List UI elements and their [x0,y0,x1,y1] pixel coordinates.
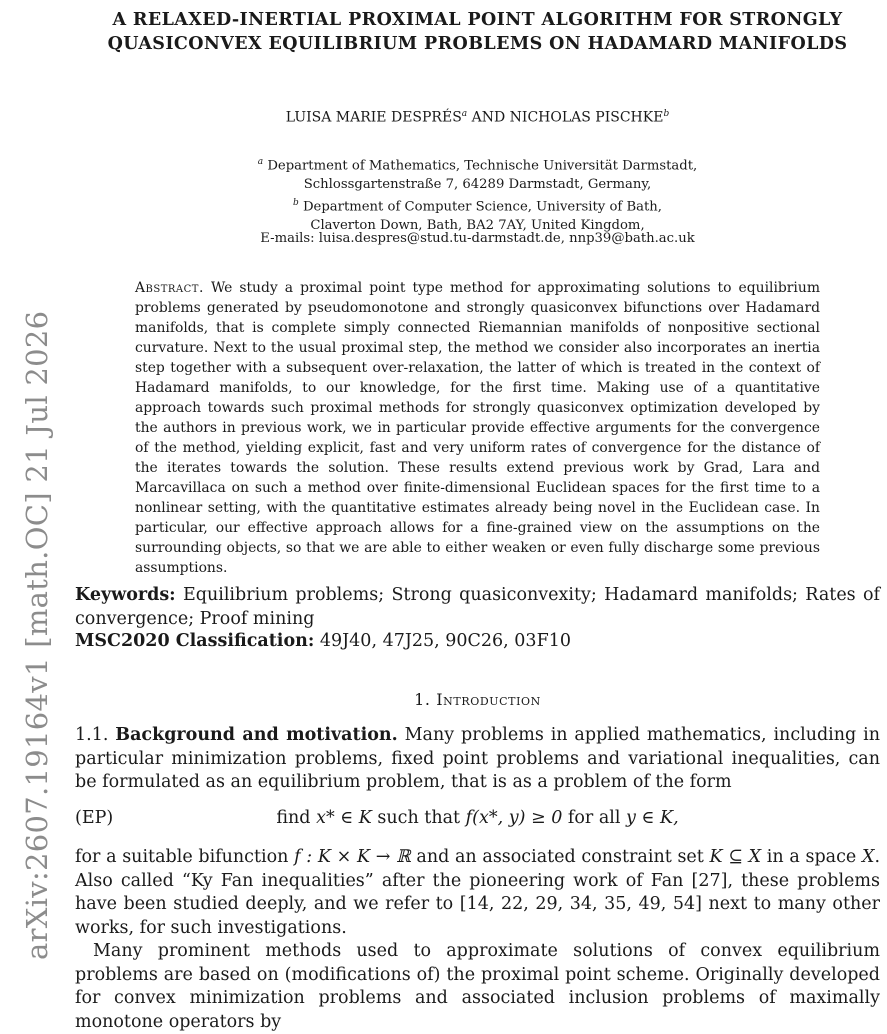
subsection-text: Many problems in applied mathematics, including in particular minimization problems, fixed point problems and variational inequalities, can be formulated as an equilibrium problem, that is as a problem of the form [75,725,880,792]
eq-range: y ∈ K, [626,808,679,828]
eq-such: such that [371,808,466,828]
keywords [75,584,880,631]
author-line [75,109,880,126]
eq-cond: f(x*, y) ≥ 0 [465,808,563,828]
author-emails: E-mails: luisa.despres@stud.tu-darmstadt.de, nnp39@bath.ac.uk [260,231,695,246]
equation-label: (EP) [75,808,114,828]
subsection-title: Background and motivation. [115,725,398,745]
paragraph-3: Many prominent methods used to approximate solutions of convex equilibrium problems are based on (modifications of) the proximal point scheme. Originally developed for convex minimization problems and associated inclusion problems of maximally monotone operators by [75,941,880,1032]
eq-forall: for all [562,808,627,828]
abstract [135,278,820,578]
abstract-text: We study a proximal point type method for approximating solutions to equilibrium problems generated by pseudomonotone and strongly quasiconvex bifunctions over Hadamard manifolds, that is complete simply connected Riemannian manifolds of nonpositive sectional curvature. Next to the usual proximal step, the method we consider also incorporates an inertia step together with a subsequent over-relaxation, the latter of which is treated in the context of Hadamard manifolds, to our knowledge, for the first time. Making use of a quantitative approach towards such proximal methods for strongly quasiconvex optimization developed by the authors in previous work, we in particular provide effective arguments for the convergence of the method, yielding explicit, fast and very uniform rates of convergence for the distance of the iterates towards the solution. These results extend previous work by Grad, Lara and Marcavillaca on such a method over finite-dimensional Euclidean spaces for the first time to a nonlinear setting, with the quantitative estimates already being novel in the Euclidean case. In particular, our effective approach allows for a fine-grained view on the assumptions on the surrounding objects, so that we are able to either weaken or even fully discharge some previous assumptions. [135,280,820,576]
affiliation-a-line2: Schlossgartenstraße 7, 64289 Darmstadt, Germany, [303,176,652,192]
p2-a: for a suitable bifunction [75,847,295,867]
p2-math-constraint: K ⊆ X [709,847,762,867]
author-despres-affil-mark: a [461,109,468,119]
equation-body [75,808,880,828]
abstract-label: Abstract. [135,280,204,296]
paragraph-2 [75,846,880,940]
affiliation-b-line2: Claverton Down, Bath, BA2 7AY, United Kingdom, [310,218,645,234]
affiliation-a-mark: a [257,157,264,167]
author-despres: LUISA MARIE DESPRÉS [285,109,462,126]
p2-math-bifunction: f : K × K → ℝ [294,847,411,867]
equation-ep [75,808,880,834]
keywords-text: Equilibrium problems; Strong quasiconvexity; Hadamard manifolds; Rates of convergence; Proof mining [75,585,880,629]
msc-classification [75,630,880,654]
subsection-paragraph [75,724,880,795]
msc-codes: 49J40, 47J25, 90C26, 03F10 [319,631,571,651]
affiliation-a-line1 [75,153,880,176]
eq-find: find [276,808,317,828]
p2-c: in a space [761,847,862,867]
eq-var: x* ∈ K [316,808,372,828]
author-and: AND [467,109,510,126]
p2-d: . Also called “Ky Fan inequalities” after the pioneering work of Fan [27], these problems have been studied deeply, and we refer to [14, 22, 29, 34, 35, 49, 54] next to many other works, for such investigations. [75,847,881,938]
p2-math-space: X [861,847,875,867]
section-title: Introduction [436,690,541,709]
p2-b: and an associated constraint set [410,847,710,867]
msc-label: MSC2020 Classification: [75,631,315,651]
section-heading [75,690,880,709]
arxiv-side-stamp: arXiv:2607.19164v1 [math.OC] 21 Jul 2026 [20,310,54,960]
affiliation-a-text: Department of Mathematics, Technische Universität Darmstadt, [263,158,698,174]
affiliation-b-text: Department of Computer Science, University of Bath, [298,199,662,215]
paper-title: A RELAXED-INERTIAL PROXIMAL POINT ALGORITHM FOR STRONGLY QUASICONVEX EQUILIBRIUM PROBLEMS ON HADAMARD MANIFOLDS [107,10,848,54]
author-pischke-affil-mark: b [663,109,670,119]
section-number: 1. [414,690,431,709]
affiliations [75,153,880,236]
keywords-label: Keywords: [75,585,176,605]
author-pischke: NICHOLAS PISCHKE [509,109,664,126]
affiliation-b-line1 [75,194,880,217]
affiliation-b-mark: b [293,198,299,209]
subsection-number: 1.1. [75,725,109,745]
